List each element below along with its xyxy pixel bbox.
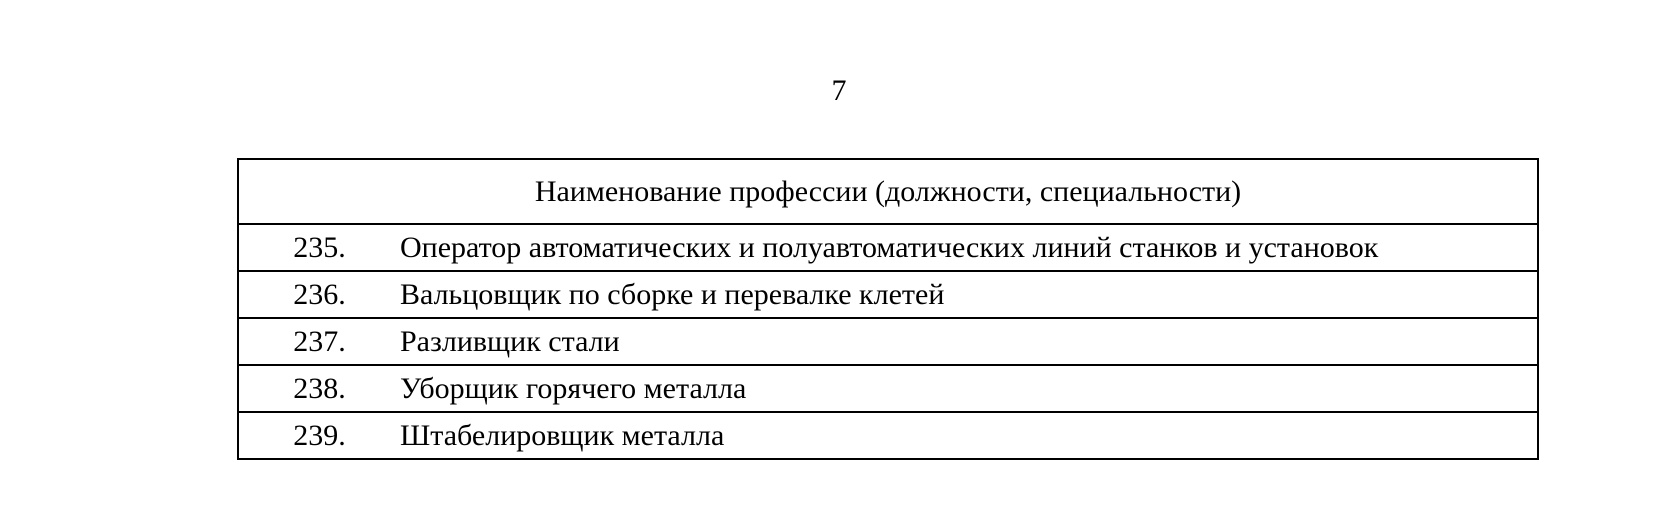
- profession-name: Штабелировщик металла: [400, 412, 1538, 459]
- page-number: 7: [831, 74, 847, 107]
- row-number: 238.: [238, 365, 400, 412]
- profession-name: Уборщик горячего металла: [400, 365, 1538, 412]
- table-row: [238, 365, 1538, 412]
- row-number: 237.: [238, 318, 400, 365]
- row-number: 239.: [238, 412, 400, 459]
- table-row: [238, 318, 1538, 365]
- profession-name: Разливщик стали: [400, 318, 1538, 365]
- row-number: 236.: [238, 271, 400, 318]
- table-row: [238, 271, 1538, 318]
- table-header: Наименование профессии (должности, специальности): [238, 159, 1538, 224]
- profession-name: Вальцовщик по сборке и перевалке клетей: [400, 271, 1538, 318]
- professions-table: [237, 158, 1539, 460]
- table-header-row: [238, 159, 1538, 224]
- table-row: [238, 224, 1538, 271]
- table-row: [238, 412, 1538, 459]
- profession-name: Оператор автоматических и полуавтоматических линий станков и установок: [400, 224, 1538, 271]
- row-number: 235.: [238, 224, 400, 271]
